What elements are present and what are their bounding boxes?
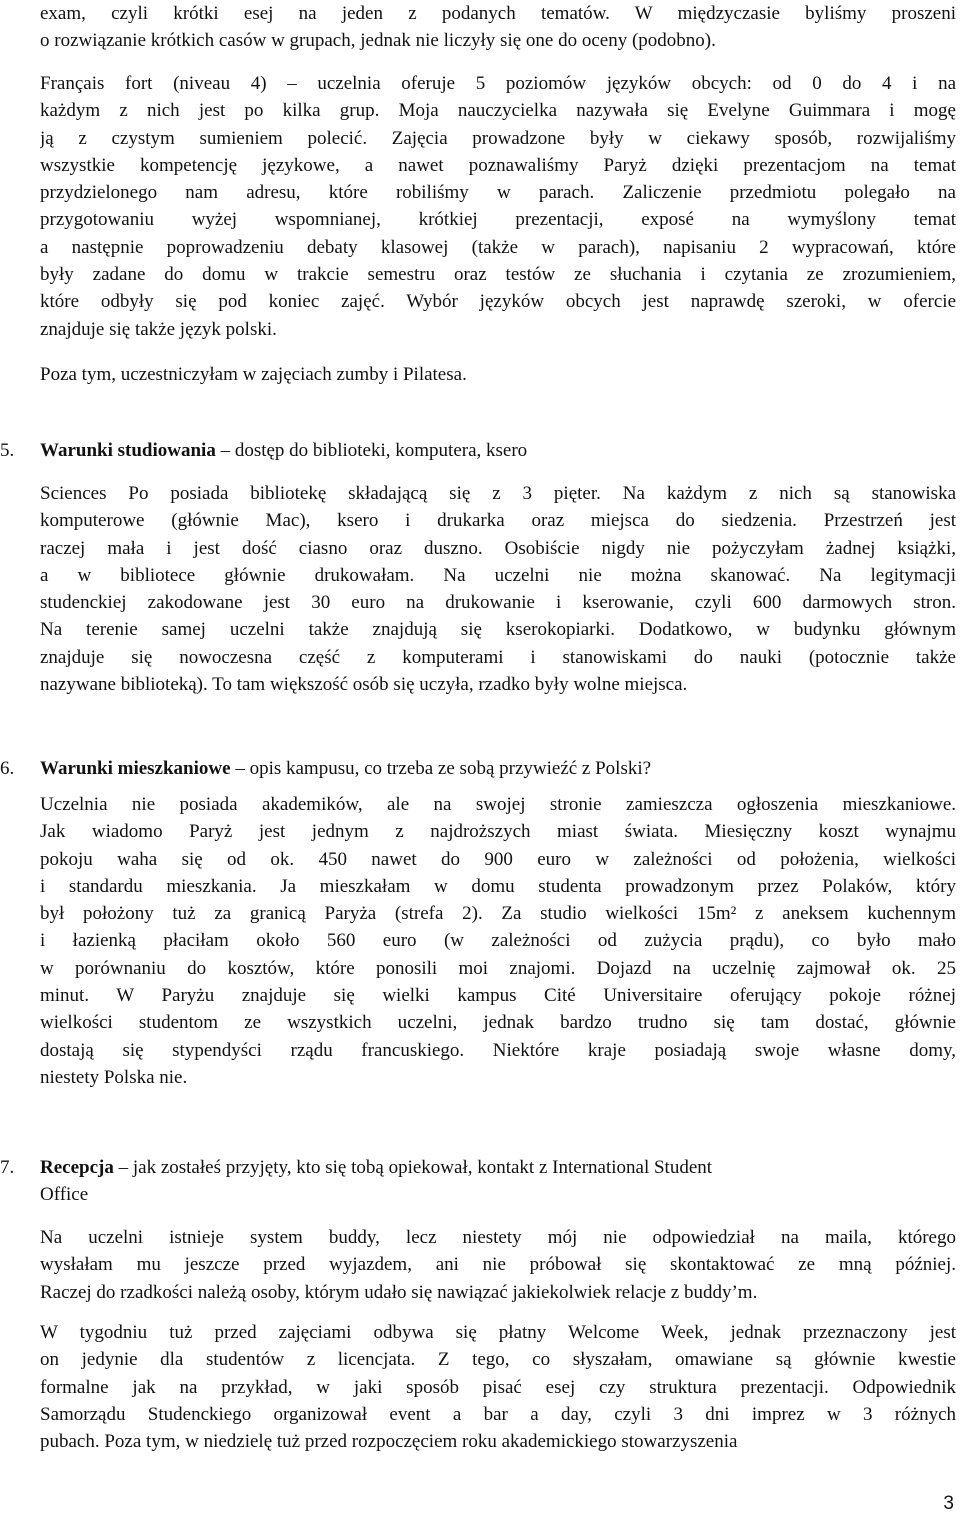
text-line: w porównaniu do kosztów, które ponosili moi znajomi. Dojazd na uczelnię zajmował ok. 25 [40,957,956,979]
text-line: on jedynie dla studentów z licencjata. Z tego, co słyszałam, omawiane są głównie kwestie [40,1349,956,1371]
text-line: a w bibliotece głównie drukowałam. Na uczelni nie można skanować. Na legitymacji [40,564,956,586]
paragraph-francais [40,70,956,343]
text-line: Français fort (niveau 4) – uczelnia oferuje 5 poziomów języków obcych: od 0 do 4 i na [40,73,956,94]
text-line: przydzielonego nam adresu, które robiliśmy w parach. Zaliczenie przedmiotu polegało na [40,182,956,204]
paragraph-biblioteka [40,480,956,698]
text-line: W tygodniu tuż przed zajęciami odbywa się płatny Welcome Week, jednak przeznaczony jest [40,1322,956,1343]
text-line: przygotowaniu wyżej wspomnianej, krótkiej prezentacji, exposé na wymyślony temat [40,209,956,231]
section-title: Warunki mieszkaniowe [40,758,231,779]
text-line: exam, czyli krótki esej na jeden z podanych tematów. W międzyczasie byliśmy proszeni [40,3,956,24]
paragraph-kampus [40,791,956,1091]
text-line: a następnie poprowadzeniu debaty klasowej (także w parach), napisaniu 2 wypracowań, które [40,236,956,258]
text-line: które odbyły się pod koniec zajęć. Wybór języków obcych jest naprawdę szeroki, w ofercie [40,291,956,313]
text-line: pokoju waha się od ok. 450 nawet do 900 euro w zależności od położenia, wielkości [40,848,956,870]
paragraph-zumba [40,361,956,388]
section-subtitle: – dostęp do biblioteki, komputera, ksero [215,440,528,461]
text-line: Samorządu Studenckiego organizował event a bar a day, czyli 3 dni imprez w 3 różnych [40,1403,956,1425]
text-line: pubach. Poza tym, w niedzielę tuż przed rozpoczęciem roku akademickiego stowarzyszenia [40,1431,738,1453]
text-line: był położony tuż za granicą Paryża (strefa 2). Za studio wielkości 15m² z aneksem kuchennym [40,903,956,925]
section-heading-5: 5. Warunki studiowania – dostęp do biblioteki, komputera, ksero [0,440,528,461]
section-heading-7: 7. Recepcja – jak zostałeś przyjęty, kto się tobą opiekował, kontakt z International Student Office [0,1157,713,1206]
page-number: 3 [943,1493,954,1514]
text-line: znajduje się także język polski. [40,318,277,340]
text-line: komputerowe (głównie Mac), ksero i drukarka oraz miejsca do siedzenia. Przestrzeń jest [40,510,956,532]
text-line: raczej mała i jest dość ciasno oraz duszno. Osobiście nigdy nie pożyczyłam żadnej książki, [40,537,956,559]
text-line: dostają się stypendyści rządu francuskiego. Niektóre kraje posiadają swoje własne domy, [40,1039,956,1061]
text-line: ją z czystym sumieniem polecić. Zajęcia prowadzone były w ciekawy sposób, rozwijaliśmy [40,127,956,149]
paragraph-welcome [40,1319,956,1455]
text-line: Poza tym, uczestniczyłam w zajęciach zumby i Pilatesa. [40,364,467,385]
text-line: każdym z nich jest po kilka grup. Moja nauczycielka nazywała się Evelyne Guimmara i mogę [40,100,956,122]
text-line: nazywane biblioteką). To tam większość osób się uczyła, rzadko były wolne miejsca. [40,674,688,696]
text-line: znajduje się nowoczesna część z komputerami i stanowiskami do nauki (potocznie także [40,646,956,668]
section-subtitle: – opis kampusu, co trzeba ze sobą przywieźć z Polski? [230,758,652,779]
text-line: formalne jak na przykład, w jaki sposób pisać esej czy struktura prezentacji. Odpowiednik [40,1376,956,1398]
text-line: wysłałam mu jeszcze przed wyjazdem, ani nie próbował się skontaktować ze mną później. [40,1254,956,1276]
section-title: Warunki studiowania [40,440,216,461]
text-line: i standardu mieszkania. Ja mieszkałam w domu studenta prowadzonym przez Polaków, który [40,875,956,897]
text-line: Raczej do rzadkości należą osoby, którym udało się nawiązać jakiekolwiek relacje z buddy’m. [40,1281,758,1303]
text-line: o rozwiązanie krótkich casów w grupach, jednak nie liczyły się one do oceny (podobno). [40,30,716,52]
text-line: były zadane do domu w trakcie semestru oraz testów ze słuchania i czytania ze zrozumieniem, [40,264,956,286]
paragraph-buddy [40,1224,956,1306]
text-line: wielkości studentom ze wszystkich uczelni, jednak bardzo trudno się tam dostać, głównie [40,1012,956,1034]
text-line: Na terenie samej uczelni także znajdują się kserokopiarki. Dodatkowo, w budynku głównym [40,619,956,641]
text-line: minut. W Paryżu znajduje się wielki kampus Cité Universitaire oferujący pokoje różnej [40,985,956,1007]
text-line: Sciences Po posiada bibliotekę składającą się z 3 pięter. Na każdym z nich są stanowiska [40,483,956,504]
section-heading-6: 6. Warunki mieszkaniowe – opis kampusu, co trzeba ze sobą przywieźć z Polski? [0,758,652,779]
text-line: Uczelnia nie posiada akademików, ale na swojej stronie zamieszcza ogłoszenia mieszkaniowe. [40,794,956,815]
text-line: Jak wiadomo Paryż jest jednym z najdroższych miast świata. Miesięczny koszt wynajmu [40,821,956,843]
section-subtitle-continued: Office [40,1184,89,1206]
section-subtitle: – jak zostałeś przyjęty, kto się tobą opiekował, kontakt z International Student [113,1157,713,1178]
text-line: niestety Polska nie. [40,1066,188,1088]
text-line: i łazienką płaciłam około 560 euro (w zależności od zużycia prądu), co było mało [40,930,956,952]
text-line: studenckiej zakodowane jest 30 euro na drukowanie i kserowanie, czyli 600 darmowych stron. [40,592,956,614]
text-line: wszystkie kompetencję językowe, a nawet poznawaliśmy Paryż dzięki prezentacjom na temat [40,154,956,176]
text-line: Na uczelni istnieje system buddy, lecz niestety mój nie odpowiedział na maila, którego [40,1227,956,1248]
section-title: Recepcja [40,1157,114,1178]
paragraph-intro [40,0,956,55]
